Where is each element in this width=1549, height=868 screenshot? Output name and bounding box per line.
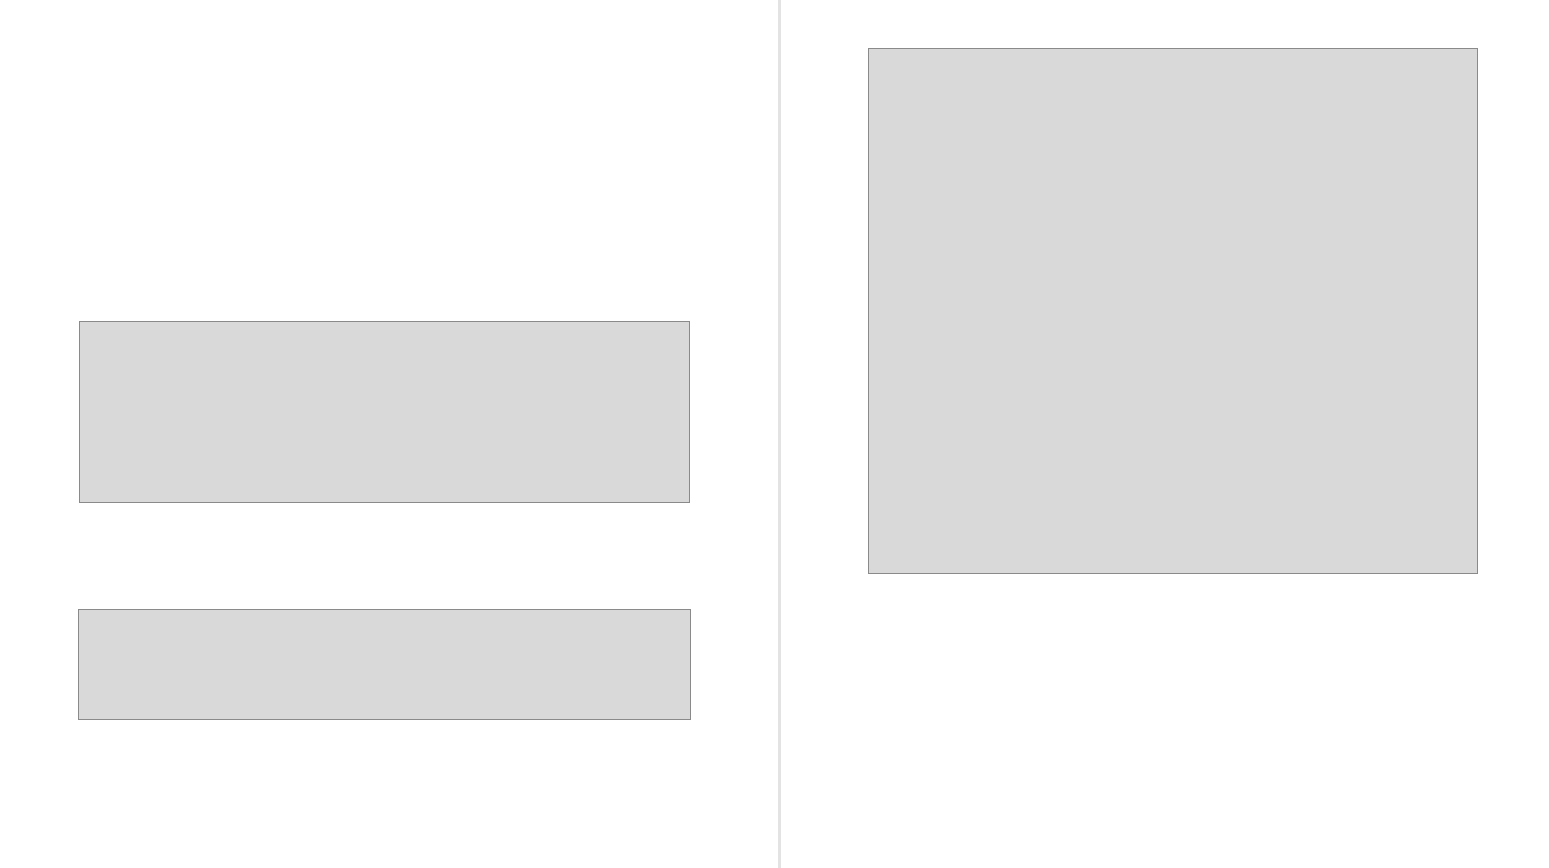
section-heading bbox=[75, 232, 93, 253]
code-block-usage bbox=[78, 609, 691, 720]
code-block-full-html bbox=[868, 48, 1478, 574]
right-page bbox=[781, 0, 1549, 868]
code-block-component-definition bbox=[79, 321, 690, 503]
